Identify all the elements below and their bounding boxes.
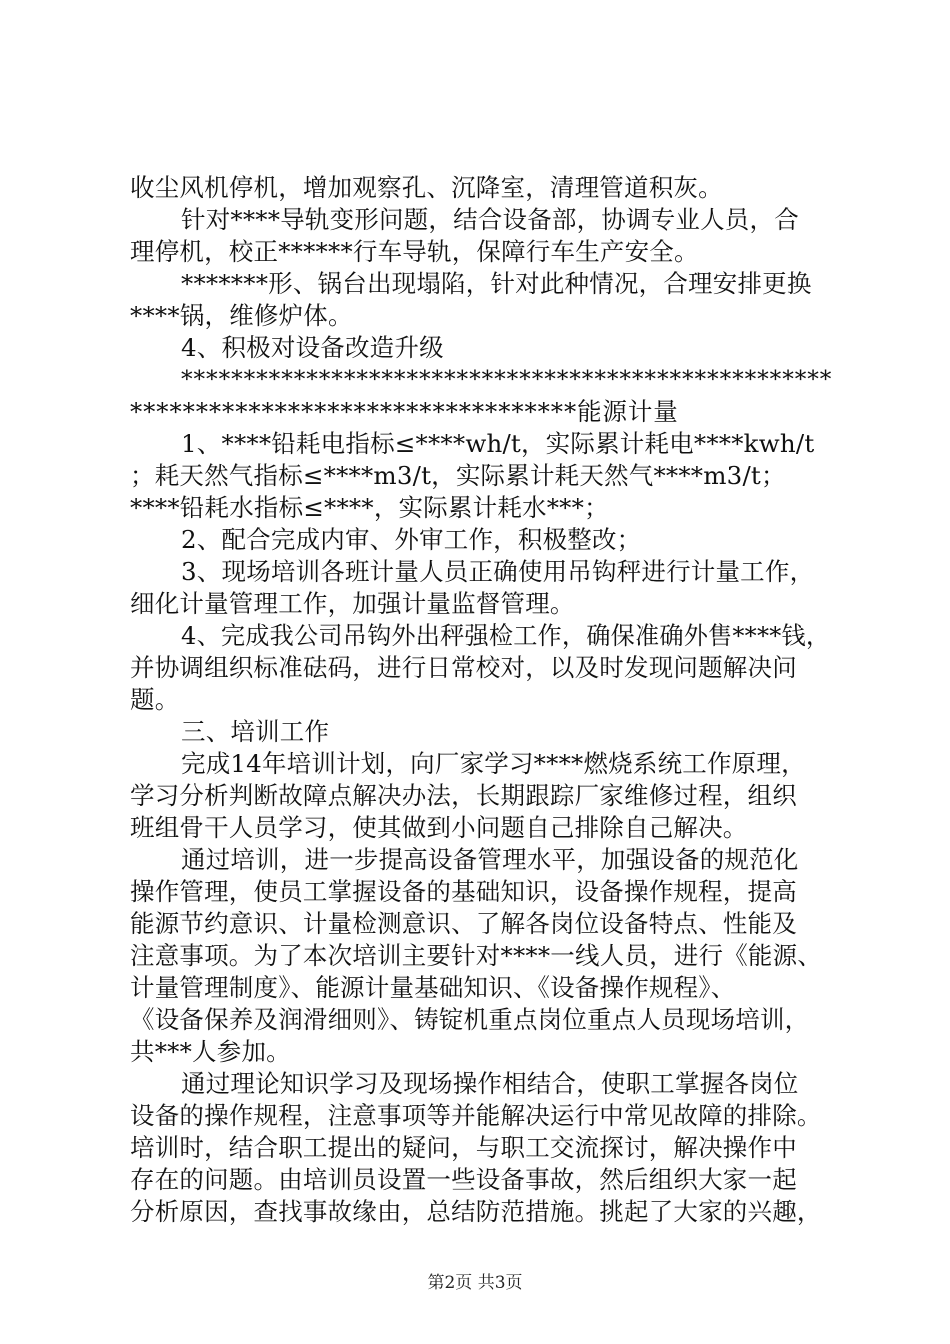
text-line: 计量管理制度》、能源计量基础知识、《设备操作规程》、 (130, 973, 736, 1002)
text-line: 针对****导轨变形问题，结合设备部，协调专业人员，合 (181, 205, 799, 234)
text-line: 共***人参加。 (130, 1037, 291, 1066)
text-line: 并协调组织标准砝码，进行日常校对，以及时发现问题解决问 (130, 653, 797, 682)
text-line: 操作管理，使员工掌握设备的基础知识，设备操作规程，提高 (130, 877, 797, 906)
text-line: ****锅，维修炉体。 (130, 301, 353, 330)
text-line: 分析原因，查找事故缘由，总结防范措施。挑起了大家的兴趣， (130, 1197, 822, 1226)
text-line: 完成14年培训计划，向厂家学习****燃烧系统工作原理， (181, 749, 806, 778)
text-line: 理停机，校正******行车导轨，保障行车生产安全。 (130, 237, 699, 266)
text-line: **************************************************** (181, 366, 833, 393)
text-line: ****铅耗水指标≤****，实际累计耗水***； (130, 493, 609, 522)
text-line: 培训时，结合职工提出的疑问，与职工交流探讨，解决操作中 (130, 1133, 797, 1162)
text-line: 学习分析判断故障点解决办法，长期跟踪厂家维修过程，组织 (130, 781, 797, 810)
text-line: 注意事项。为了本次培训主要针对****一线人员，进行《能源、 (130, 941, 822, 970)
text-line: **********************************能源计量 (130, 397, 679, 426)
text-line: 能源节约意识、计量检测意识、了解各岗位设备特点、性能及 (130, 909, 797, 938)
text-line: 4、积极对设备改造升级 (181, 333, 444, 362)
text-line: *******形、锅台出现塌陷，针对此种情况，合理安排更换 (181, 269, 812, 298)
text-line: 题。 (130, 685, 180, 714)
text-line: 通过理论知识学习及现场操作相结合，使职工掌握各岗位 (181, 1069, 799, 1098)
text-line: 设备的操作规程，注意事项等并能解决运行中常见故障的排除。 (130, 1101, 822, 1130)
text-line: 2、配合完成内审、外审工作，积极整改； (181, 525, 642, 554)
text-line: 细化计量管理工作，加强计量监督管理。 (130, 589, 575, 618)
text-line: 收尘风机停机，增加观察孔、沉降室，清理管道积灰。 (130, 173, 723, 202)
page-number-footer: 第2页 共3页 (427, 1273, 523, 1293)
text-line: 存在的问题。由培训员设置一些设备事故，然后组织大家一起 (130, 1165, 797, 1194)
text-line: 1、****铅耗电指标≤****wh/t，实际累计耗电****kwh/t (181, 429, 815, 458)
section-heading: 三、培训工作 (181, 717, 330, 746)
text-line: 4、完成我公司吊钩外出秤强检工作，确保准确外售****钱， (181, 622, 831, 650)
text-line: 班组骨干人员学习，使其做到小问题自己排除自己解决。 (130, 813, 748, 842)
text-line: 《设备保养及润滑细则》、铸锭机重点岗位重点人员现场培训， (130, 1005, 810, 1034)
text-line: ；耗天然气指标≤****m3/t，实际累计耗天然气****m3/t； (130, 461, 786, 490)
text-line: 3、现场培训各班计量人员正确使用吊钩秤进行计量工作， (181, 557, 815, 586)
text-line: 通过培训，进一步提高设备管理水平，加强设备的规范化 (181, 845, 799, 874)
